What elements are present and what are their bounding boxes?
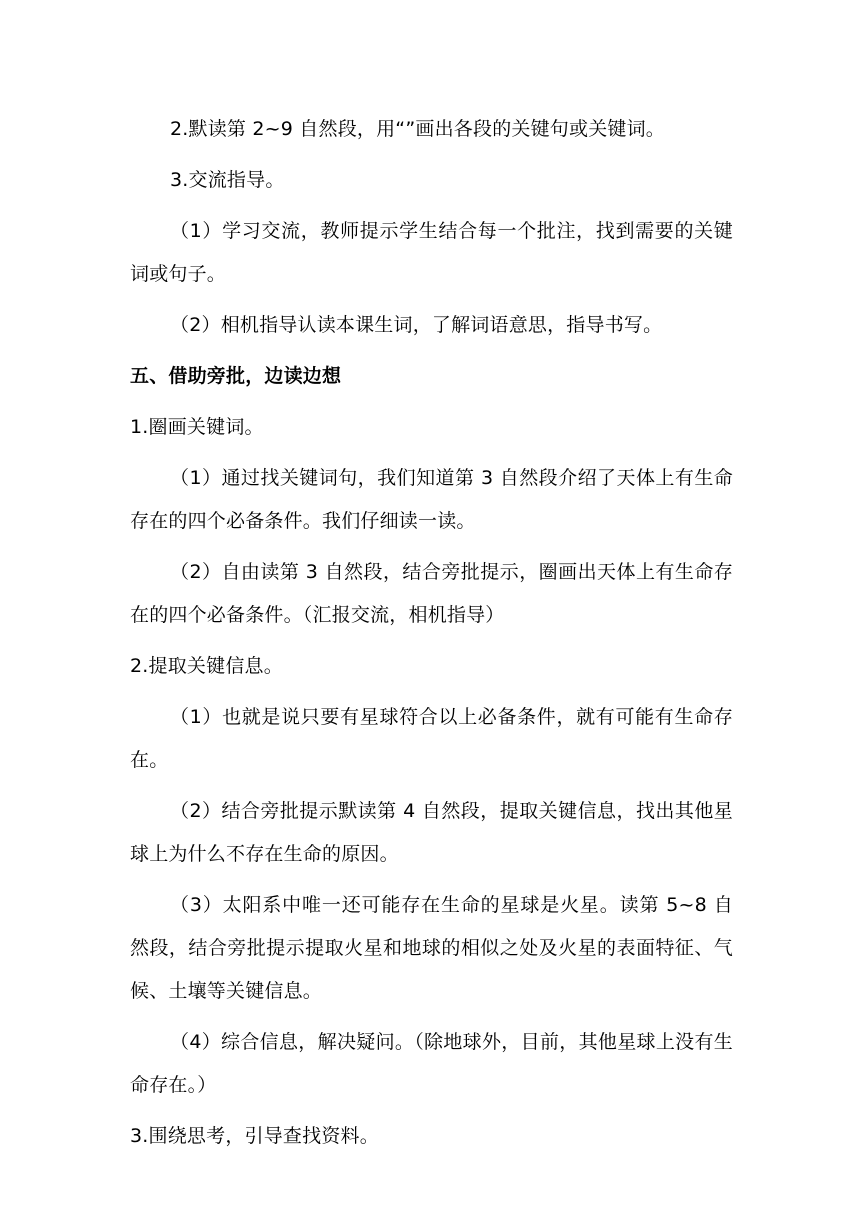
document-body: [130, 108, 733, 1158]
substep-1-find-key-sentences: （1）通过找关键词句，我们知道第 3 自然段介绍了天体上有生命存在的四个必备条件。我们仔细读一读。: [130, 467, 733, 532]
substep-2-free-reading: （2）自由读第 3 自然段，结合旁批提示，圈画出天体上有生命存在的四个必备条件。（汇报交流，相机指导）: [130, 561, 733, 626]
section-5-heading: 五、借助旁批，边读边想: [130, 365, 342, 387]
substep-2-vocabulary-guidance: （2）相机指导认读本课生词，了解词语意思，指导书写。: [170, 314, 663, 336]
step-3-find-materials: 3.围绕思考，引导查找资料。: [130, 1125, 379, 1147]
substep-4-synthesize: （4）综合信息，解决疑问。（除地球外，目前，其他星球上没有生命存在。）: [130, 1031, 733, 1096]
substep-3-mars: （3）太阳系中唯一还可能存在生命的星球是火星。读第 5~8 自然段，结合旁批提示提取火星和地球的相似之处及火星的表面特征、气候、土壤等关键信息。: [130, 894, 733, 1002]
step-1-circle-keywords: 1.圈画关键词。: [130, 416, 264, 438]
step-2-extract-key-info: 2.提取关键信息。: [130, 655, 283, 677]
step-2-silent-reading: 2.默读第 2~9 自然段，用“”画出各段的关键句或关键词。: [170, 118, 665, 140]
substep-2-paragraph-4: （2）结合旁批提示默读第 4 自然段，提取关键信息，找出其他星球上为什么不存在生命的原因。: [130, 800, 733, 865]
substep-1-conditions-met: （1）也就是说只要有星球符合以上必备条件，就有可能有生命存在。: [130, 706, 733, 771]
substep-1-learning-exchange: （1）学习交流，教师提示学生结合每一个批注，找到需要的关键词或句子。: [130, 220, 733, 285]
step-3-exchange-guidance: 3.交流指导。: [170, 169, 285, 191]
